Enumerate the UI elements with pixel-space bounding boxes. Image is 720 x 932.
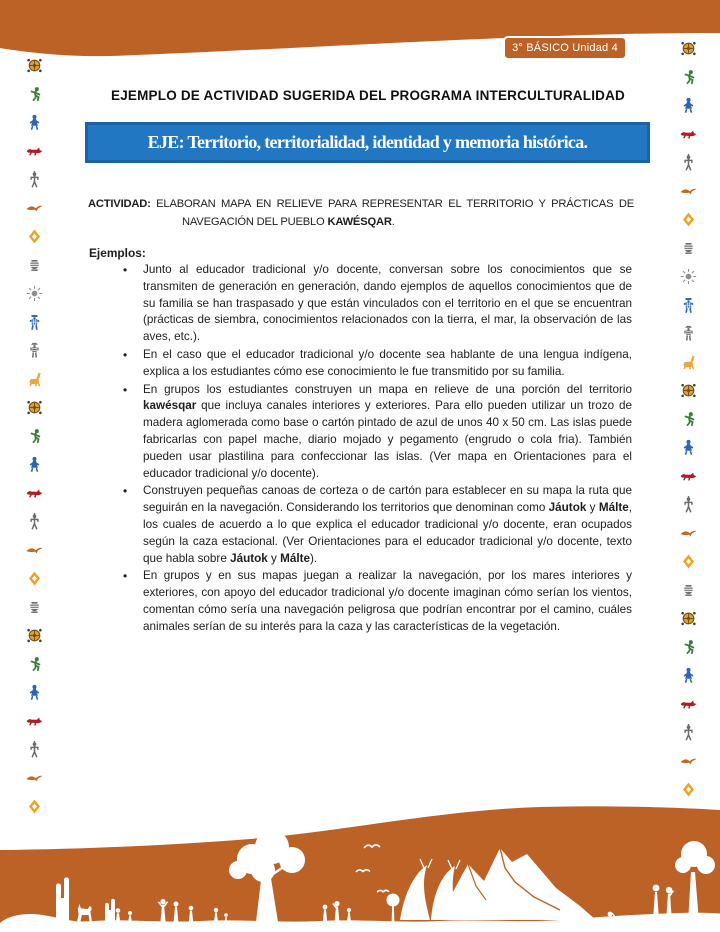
page-title: EJEMPLO DE ACTIVIDAD SUGERIDA DEL PROGRAMA INTERCULTURALIDAD (110, 88, 625, 103)
blue-figure-icon (680, 667, 697, 684)
text-segment: , los cuales de acuerdo a lo que explica el educador tradicional y/o docente, eran ocupados según la caza estacional. (Ver Orientaciones para el educador tradicional y/o docente, texto que habla sobre (143, 501, 633, 565)
green-figure-icon (26, 428, 43, 445)
kultrun-icon (680, 382, 697, 399)
green-figure-icon (26, 656, 43, 673)
blue-figure-icon (26, 684, 43, 701)
kultrun-icon (680, 40, 697, 57)
diamond-icon (26, 228, 43, 245)
gray-person-icon (680, 496, 697, 513)
text-segment: Junto al educador tradicional y/o docente, conversan sobre los conocimientos que se transmiten de generación en generación, dando ejemplos de aquellos conocimientos que de su familia se han traspasado y que están vinculados con el territorio en el que se encuentran (prácticas de siembra, conocimientos relacionados con la tierra, el mar, la observación de las aves, etc.). (143, 263, 632, 344)
list-item (120, 347, 632, 381)
pot-icon (680, 582, 697, 599)
text-segment: En grupos los estudiantes construyen un mapa en relieve de una porción del territorio (143, 382, 632, 396)
list-item (120, 483, 632, 567)
list-item (120, 382, 632, 483)
text-segment: que incluya canales interiores y exteriores. Para ello pueden utilizar un trozo de madera aglomerada como base o cartón pintado de azul de unos 40 x 50 cm. Las islas puede fabricarlas con papel mache, diario mojado y pegamento (engrudo o cola fria). También pueden usar plastilina para confeccionar las islas. (Ver mapa en Orientaciones para el educador tradicional y/o docente). (143, 399, 632, 480)
condor-icon (680, 753, 697, 770)
pot-icon (26, 599, 43, 616)
gray-person-icon (680, 154, 697, 171)
unit-badge: 3° BÁSICO Unidad 4 (503, 36, 627, 60)
blue-idol-icon (26, 314, 43, 331)
text-segment: En el caso que el educador tradicional y/o docente sea hablante de una lengua indígena, explica a los estudiantes cómo ese conocimiento le fue transmitido por su familia. (143, 347, 632, 378)
blue-figure-icon (680, 97, 697, 114)
green-figure-icon (680, 411, 697, 428)
condor-icon (680, 525, 697, 542)
diamond-icon (26, 570, 43, 587)
gray-person-icon (26, 171, 43, 188)
pot-icon (680, 240, 697, 257)
bold-text: Málte (598, 501, 629, 515)
red-fox-icon (26, 143, 43, 160)
condor-icon (680, 183, 697, 200)
gray-person-icon (26, 741, 43, 758)
gray-person-icon (680, 724, 697, 741)
diamond-icon (680, 781, 697, 798)
left-border-icons (22, 57, 46, 815)
bold-text: kawésqar (143, 399, 197, 413)
right-border-icons (676, 40, 700, 798)
red-fox-icon (680, 126, 697, 143)
green-figure-icon (680, 69, 697, 86)
text-segment: ). (309, 551, 318, 565)
diamond-icon (680, 211, 697, 228)
kultrun-icon (26, 57, 43, 74)
eje-banner (85, 122, 650, 163)
blue-figure-icon (26, 114, 43, 131)
examples-heading: Ejemplos: (89, 246, 146, 260)
text-segment: . (391, 215, 395, 228)
bold-text: Jáutok (548, 501, 587, 515)
blue-idol-icon (680, 297, 697, 314)
text-segment: ELABORAN MAPA EN RELIEVE PARA REPRESENTAR EL TERRITORIO Y PRÁCTICAS DE NAVEGACIÓN DEL PUEBLO (150, 198, 634, 228)
guanaco-icon (26, 371, 43, 388)
bold-text: KAWÉSQAR (327, 215, 392, 228)
sun-icon (680, 268, 697, 285)
bold-text: Málte (280, 551, 310, 565)
red-fox-icon (26, 713, 43, 730)
text-segment: y (267, 551, 281, 565)
gray-idol-icon (680, 325, 697, 342)
condor-icon (26, 542, 43, 559)
blue-figure-icon (680, 439, 697, 456)
kultrun-icon (26, 627, 43, 644)
blue-figure-icon (26, 456, 43, 473)
red-fox-icon (680, 696, 697, 713)
kultrun-icon (26, 399, 43, 416)
green-figure-icon (680, 639, 697, 656)
footer-landscape (0, 802, 720, 932)
diamond-icon (680, 553, 697, 570)
condor-icon (26, 770, 43, 787)
activity-statement (88, 196, 634, 231)
list-item (120, 568, 632, 635)
red-fox-icon (26, 485, 43, 502)
bold-text: ACTIVIDAD: (88, 198, 151, 210)
text-segment: En grupos y en sus mapas juegan a realizar la navegación, por los mares interiores y exteriores, con apoyo del educador tradicional y/o docente imaginan cómo serían los vientos, comentan cómo sería una navegación peligrosa que podrían encontrar por el camino, cuáles animales serían de su interés para la caza y las características de la vegetación. (143, 569, 632, 633)
green-figure-icon (26, 86, 43, 103)
text-segment: Construyen pequeñas canoas de corteza o de cartón para establecer en su mapa la ruta que seguirán en la navegación. Considerando los territorios que denominan como (143, 484, 632, 515)
red-fox-icon (680, 468, 697, 485)
eje-banner-text: EJE: Territorio, territorialidad, identidad y memoria histórica. (147, 132, 588, 152)
sun-icon (26, 285, 43, 302)
examples-list (120, 262, 632, 637)
list-item (120, 262, 632, 346)
pot-icon (26, 257, 43, 274)
condor-icon (26, 200, 43, 217)
gray-idol-icon (26, 342, 43, 359)
guanaco-icon (680, 354, 697, 371)
bold-text: Jáutok (230, 551, 268, 565)
gray-person-icon (26, 513, 43, 530)
text-segment: y (586, 501, 599, 515)
kultrun-icon (680, 610, 697, 627)
